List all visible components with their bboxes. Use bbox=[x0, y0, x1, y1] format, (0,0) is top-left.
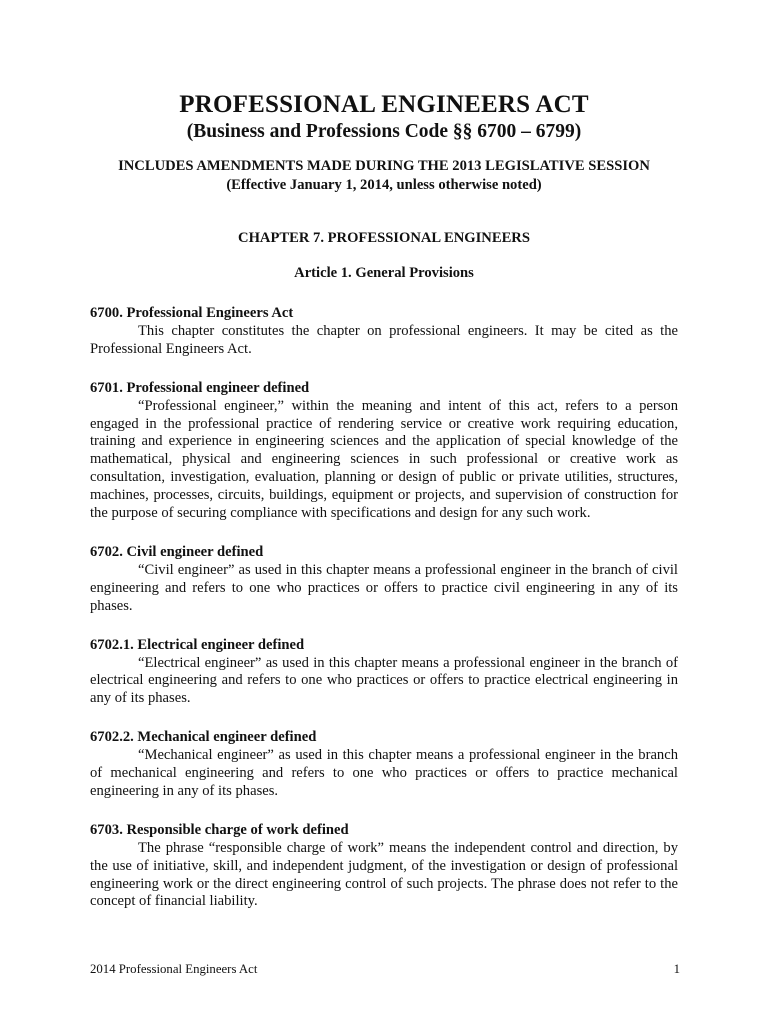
footer-title: 2014 Professional Engineers Act bbox=[90, 962, 258, 976]
section-heading: 6702.1. Electrical engineer defined bbox=[90, 636, 305, 653]
section-heading: 6701. Professional engineer defined bbox=[90, 379, 310, 396]
section-heading: 6702.2. Mechanical engineer defined bbox=[90, 729, 317, 746]
article-heading: Article 1. General Provisions bbox=[294, 265, 474, 281]
section-6702 bbox=[90, 544, 678, 616]
effective-date-note: (Effective January 1, 2014, unless otherwise noted) bbox=[226, 177, 542, 193]
section-heading: 6702. Civil engineer defined bbox=[90, 543, 264, 560]
section-6702-2 bbox=[90, 729, 678, 801]
section-text: “Mechanical engineer” as used in this chapter means a professional engineer in the branch of mechanical engineering and refers to one who practices or offers to practice mechanical engineering in any of its phases. bbox=[90, 747, 678, 799]
section-text: “Professional engineer,” within the meaning and intent of this act, refers to a person engaged in the professional practice of rendering service or creative work requiring education, training and experience in engineering sciences and the application of special knowledge of the mathematical, physical and engineering sciences in such professional or creative work as consultation, investigation, evaluation, planning or design of public or private utilities, structures, machines, processes, circuits, buildings, equipment or projects, and supervision of construction for the purpose of securing compliance with specifications and design for any such work. bbox=[90, 397, 678, 522]
amendments-note: INCLUDES AMENDMENTS MADE DURING THE 2013 LEGISLATIVE SESSION bbox=[118, 158, 650, 174]
section-6703 bbox=[90, 822, 678, 912]
section-text: “Civil engineer” as used in this chapter means a professional engineer in the branch of civil engineering and refers to one who practices or offers to practice civil engineering in any of its phases. bbox=[90, 561, 678, 614]
section-heading: 6700. Professional Engineers Act bbox=[90, 305, 294, 321]
section-6700 bbox=[90, 305, 678, 359]
section-6701 bbox=[90, 380, 678, 523]
section-text: “Electrical engineer” as used in this chapter means a professional engineer in the branch of electrical engineering and refers to one who practices or offers to practice electrical engineering in any of its phases. bbox=[90, 654, 678, 707]
section-text: This chapter constitutes the chapter on professional engineers. It may be cited as the Professional Engineers Act. bbox=[90, 322, 678, 357]
document-title: PROFESSIONAL ENGINEERS ACT bbox=[179, 91, 589, 118]
document-body bbox=[90, 305, 678, 932]
chapter-heading: CHAPTER 7. PROFESSIONAL ENGINEERS bbox=[238, 230, 530, 246]
document-subtitle: (Business and Professions Code §§ 6700 – 6799) bbox=[186, 121, 582, 142]
section-6702-1 bbox=[90, 637, 678, 709]
section-text: The phrase “responsible charge of work” means the independent control and direction, by the use of initiative, skill, and independent judgment, of the investigation or design of professional engineering work or the direct engineering control of such projects. The phrase does not refer to the concept of financial liability. bbox=[90, 839, 678, 910]
section-heading: 6703. Responsible charge of work defined bbox=[90, 821, 349, 838]
page-number: 1 bbox=[673, 962, 680, 976]
